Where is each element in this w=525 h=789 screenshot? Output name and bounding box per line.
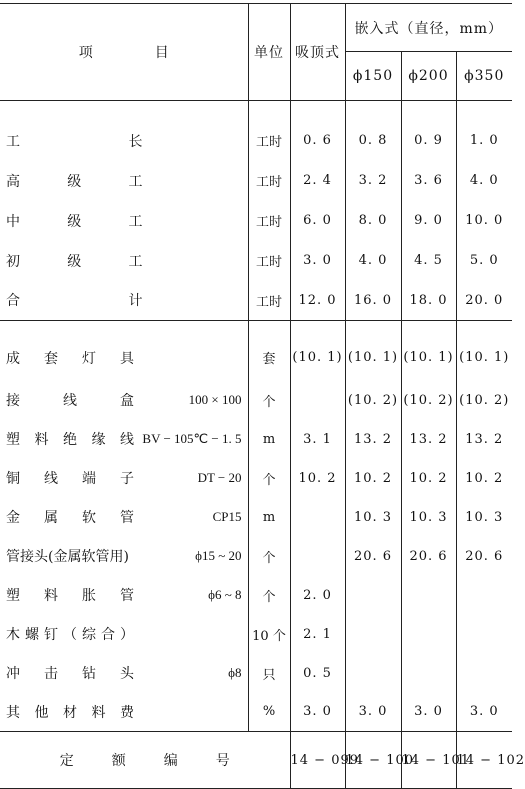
material-name <box>0 507 142 527</box>
name-char: 塑 <box>6 588 20 604</box>
material-value-ceiling <box>290 537 345 576</box>
name-char: 合 <box>101 627 115 643</box>
quota-table <box>0 3 525 789</box>
name-char: 级 <box>67 213 82 230</box>
name-char: 盒 <box>120 393 134 409</box>
material-name-cell <box>0 615 142 654</box>
material-spec: ϕ15 ~ 20 <box>142 537 248 576</box>
name-char: 额 <box>111 753 126 769</box>
name-char: 塑 <box>6 432 20 448</box>
name-char: 料 <box>91 704 106 721</box>
ceiling-header: 吸顶式 <box>290 4 345 101</box>
labor-name-cell <box>0 281 248 321</box>
name-char: 线 <box>63 393 77 409</box>
labor-row <box>0 161 512 201</box>
labor-name-cell <box>0 201 248 241</box>
labor-value-dia-150: 16. 0 <box>345 281 401 321</box>
material-row <box>0 615 512 654</box>
material-value-ceiling: 3. 1 <box>290 420 345 459</box>
name-char: 击 <box>44 666 58 682</box>
name-char: 钉 <box>44 627 58 643</box>
name-char: 铜 <box>6 471 20 487</box>
labor-value-ceiling: 6. 0 <box>290 201 345 241</box>
material-unit: 个 <box>248 576 290 615</box>
header-row-1 <box>0 4 512 52</box>
material-value-dia-200: (10. 1) <box>401 321 456 381</box>
material-spec: 100 × 100 <box>142 381 248 420</box>
name-char: 中 <box>6 213 20 230</box>
material-name-cell <box>0 381 142 420</box>
material-row <box>0 459 512 498</box>
name-char: 合 <box>6 293 20 310</box>
name-char: 计 <box>128 293 143 310</box>
material-row <box>0 576 512 615</box>
material-value-dia-200 <box>401 615 456 654</box>
labor-value-dia-150: 0. 8 <box>345 101 401 161</box>
material-value-dia-350 <box>456 615 512 654</box>
item-header <box>0 42 248 62</box>
name-char: 绝 <box>63 432 77 448</box>
name-char: 冲 <box>6 666 20 682</box>
name-char: 套 <box>44 350 58 367</box>
material-spec: DT − 20 <box>142 459 248 498</box>
material-name-cell <box>0 537 142 576</box>
quota-code-label-cell <box>0 732 290 789</box>
material-value-dia-350 <box>456 654 512 693</box>
material-name <box>0 546 142 566</box>
name-char: 缘 <box>91 432 106 448</box>
labor-value-dia-200: 3. 6 <box>401 161 456 201</box>
material-value-dia-350: 10. 2 <box>465 470 504 486</box>
material-row <box>0 654 512 693</box>
name-char: 端 <box>82 471 96 487</box>
material-name <box>0 348 142 368</box>
name-char: 软 <box>82 510 96 526</box>
name-char: 级 <box>67 173 82 190</box>
name-char: 灯 <box>82 350 96 367</box>
labor-row <box>0 281 512 321</box>
name-char: 头 <box>120 666 134 682</box>
material-value-dia-200 <box>401 654 456 693</box>
name-char: 工 <box>128 213 143 230</box>
material-value-ceiling: 2. 1 <box>290 615 345 654</box>
labor-value-ceiling: 3. 0 <box>290 241 345 281</box>
material-value-dia-200: 10. 3 <box>401 498 456 537</box>
material-value-dia-150: (10. 1) <box>345 321 401 381</box>
name-char: 金 <box>6 510 20 526</box>
quota-code-150: 14 − 100 <box>345 732 401 789</box>
labor-name <box>0 290 248 310</box>
name-char: 管 <box>120 588 134 604</box>
diameter-header-200: ϕ200 <box>401 52 456 101</box>
name-char: 级 <box>67 253 82 270</box>
name-char: 木 <box>6 627 20 643</box>
name-char: 接 <box>6 393 20 409</box>
material-value-dia-150 <box>345 576 401 615</box>
labor-value-dia-350: 5. 0 <box>469 253 499 268</box>
labor-unit: 工时 <box>248 281 290 321</box>
labor-section <box>0 101 512 321</box>
material-name-cell <box>0 693 142 732</box>
material-value-dia-350: (10. 1) <box>456 321 512 381</box>
quota-code-350: 14 − 102 <box>456 732 512 789</box>
material-spec <box>142 693 248 732</box>
material-unit: 套 <box>248 321 290 381</box>
labor-value-dia-150: 3. 2 <box>345 161 401 201</box>
name-char: 长 <box>128 133 143 150</box>
quota-code-label <box>0 750 290 770</box>
material-row <box>0 420 512 459</box>
labor-value-dia-200: 18. 0 <box>401 281 456 321</box>
name-char: 工 <box>128 173 143 190</box>
labor-value-ceiling: 2. 4 <box>290 161 345 201</box>
labor-row <box>0 101 512 161</box>
material-value-ceiling: 10. 2 <box>290 459 345 498</box>
embedded-header: 嵌入式（直径，mm） <box>345 4 512 52</box>
material-row <box>0 381 512 420</box>
name-char: 料 <box>34 432 49 448</box>
labor-name <box>0 211 248 231</box>
material-name-cell <box>0 576 142 615</box>
material-unit: 个 <box>248 381 290 420</box>
name-char: 料 <box>44 588 58 604</box>
material-name <box>0 429 142 449</box>
material-unit: 个 <box>248 459 290 498</box>
name-text: 管接头(金属软管用) <box>6 549 129 565</box>
labor-value-dia-150: 8. 0 <box>345 201 401 241</box>
name-char: 胀 <box>82 588 96 604</box>
material-value-dia-350: 13. 2 <box>465 431 504 447</box>
name-char: 线 <box>120 432 134 448</box>
labor-name-cell <box>0 241 248 281</box>
labor-name-cell <box>0 101 248 161</box>
material-value-dia-350: (10. 2) <box>459 392 510 408</box>
material-name-cell <box>0 459 142 498</box>
name-char: （ <box>63 627 77 643</box>
material-name <box>0 468 142 488</box>
labor-name <box>0 251 248 271</box>
material-name-cell <box>0 420 142 459</box>
diameter-header-350: ϕ350 <box>456 52 512 101</box>
name-char: 他 <box>34 704 49 721</box>
material-name <box>0 663 142 683</box>
material-unit: % <box>248 693 290 732</box>
material-spec: ϕ8 <box>142 654 248 693</box>
material-value-dia-150: 13. 2 <box>345 420 401 459</box>
material-value-dia-150 <box>345 615 401 654</box>
material-value-ceiling: 3. 0 <box>290 693 345 732</box>
material-name <box>0 585 142 605</box>
labor-row <box>0 201 512 241</box>
material-unit: m <box>248 420 290 459</box>
labor-name-cell <box>0 161 248 201</box>
material-value-dia-150: 10. 3 <box>345 498 401 537</box>
name-char: 综 <box>82 627 96 643</box>
material-name-cell <box>0 654 142 693</box>
name-char: 管 <box>120 510 134 526</box>
material-spec <box>142 615 248 654</box>
material-row <box>0 537 512 576</box>
material-value-dia-200 <box>401 576 456 615</box>
labor-value-ceiling: 12. 0 <box>290 281 345 321</box>
labor-value-dia-200: 9. 0 <box>401 201 456 241</box>
labor-value-ceiling: 0. 6 <box>290 101 345 161</box>
name-char: 属 <box>44 510 58 526</box>
material-spec: ϕ6 ~ 8 <box>142 576 248 615</box>
labor-name <box>0 171 248 191</box>
material-value-ceiling: (10. 1) <box>290 321 345 381</box>
material-value-dia-150 <box>345 654 401 693</box>
material-unit: 个 <box>248 537 290 576</box>
material-value-dia-200: 10. 2 <box>401 459 456 498</box>
name-char: 费 <box>120 704 134 721</box>
material-row <box>0 693 512 732</box>
name-char: 螺 <box>25 627 39 643</box>
quota-code-row <box>0 732 512 789</box>
material-value-dia-350: 3. 0 <box>469 704 499 720</box>
labor-unit: 工时 <box>248 161 290 201</box>
material-value-ceiling: 0. 5 <box>290 654 345 693</box>
material-name <box>0 624 142 644</box>
name-char: 定 <box>59 753 74 769</box>
material-value-dia-350 <box>456 576 512 615</box>
name-char: 编 <box>163 753 178 769</box>
labor-name <box>0 131 248 151</box>
material-value-dia-150: 3. 0 <box>345 693 401 732</box>
name-char: 号 <box>215 753 230 769</box>
quota-code-200: 14 − 101 <box>401 732 456 789</box>
material-value-dia-150: 10. 2 <box>345 459 401 498</box>
quota-code-ceiling: 14 − 099 <box>290 732 345 789</box>
material-row <box>0 498 512 537</box>
name-char: ） <box>120 627 134 643</box>
name-char: 子 <box>120 471 134 487</box>
material-value-dia-200: (10. 2) <box>401 381 456 420</box>
name-char: 具 <box>120 350 134 367</box>
material-value-dia-150: (10. 2) <box>345 381 401 420</box>
labor-value-dia-200: 4. 5 <box>401 241 456 281</box>
material-value-dia-150: 20. 6 <box>345 537 401 576</box>
labor-unit: 工时 <box>248 201 290 241</box>
material-spec <box>142 321 248 381</box>
material-unit: m <box>248 498 290 537</box>
unit-header: 单位 <box>248 4 290 101</box>
material-value-ceiling <box>290 381 345 420</box>
material-value-ceiling: 2. 0 <box>290 576 345 615</box>
item-header-char-1: 项 <box>78 45 93 61</box>
labor-value-dia-350: 1. 0 <box>469 133 499 149</box>
material-name-cell <box>0 498 142 537</box>
material-unit: 只 <box>248 654 290 693</box>
name-char: 线 <box>44 471 58 487</box>
diameter-header-150: ϕ150 <box>345 52 401 101</box>
labor-unit: 工时 <box>248 101 290 161</box>
material-section <box>0 321 512 732</box>
name-char: 材 <box>63 704 77 721</box>
labor-value-dia-350: 4. 0 <box>469 173 499 188</box>
name-char: 工 <box>128 253 143 270</box>
material-name <box>0 390 142 410</box>
name-char: 成 <box>6 350 20 367</box>
material-value-dia-200: 20. 6 <box>401 537 456 576</box>
labor-value-dia-200: 0. 9 <box>401 101 456 161</box>
material-value-dia-350: 10. 3 <box>465 509 504 525</box>
item-header-cell <box>0 4 248 101</box>
name-char: 高 <box>6 173 20 190</box>
item-header-char-2: 目 <box>154 45 169 61</box>
material-name-cell <box>0 321 142 381</box>
material-value-dia-350: 20. 6 <box>465 548 504 564</box>
material-value-dia-200: 3. 0 <box>401 693 456 732</box>
labor-value-dia-350: 20. 0 <box>465 292 504 308</box>
material-spec: CP15 <box>142 498 248 537</box>
name-char: 其 <box>6 704 20 721</box>
material-spec: BV − 105℃ − 1. 5 <box>142 420 248 459</box>
material-row <box>0 321 512 381</box>
material-name <box>0 702 142 722</box>
labor-value-dia-150: 4. 0 <box>345 241 401 281</box>
material-unit: 10 个 <box>248 615 290 654</box>
material-value-ceiling <box>290 498 345 537</box>
labor-row <box>0 241 512 281</box>
labor-unit: 工时 <box>248 241 290 281</box>
name-char: 初 <box>6 253 20 270</box>
material-value-dia-200: 13. 2 <box>401 420 456 459</box>
name-char: 钻 <box>82 666 96 682</box>
name-char: 工 <box>6 133 20 150</box>
labor-value-dia-350: 10. 0 <box>465 213 504 228</box>
